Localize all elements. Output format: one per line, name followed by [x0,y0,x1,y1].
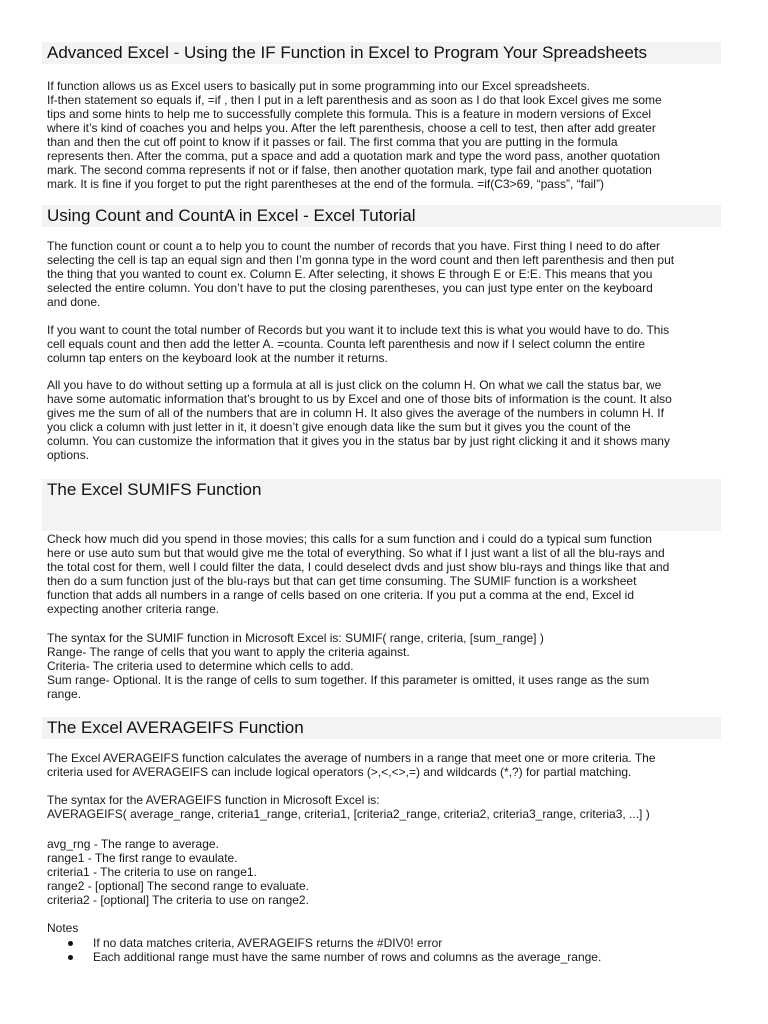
text-line: here or use auto sum but that would give me the total of everything. So what if I just want a list of all the blu-rays and [47,546,665,560]
text-line: Check how much did you spend in those movies; this calls for a sum function and i could do a typical sum function [47,532,652,546]
notes-item-text: Each additional range must have the same number of rows and columns as the average_range. [93,950,602,964]
bullet-icon [68,955,73,960]
text-line: Range- The range of cells that you want to apply the criteria against. [47,645,410,659]
text-line: function that adds all numbers in a range of cells based on one criteria. If you put a comma at the end, Excel id [47,588,635,602]
heading-averageifs: The Excel AVERAGEIFS Function [42,717,721,739]
text-line: expecting another criteria range. [47,602,220,616]
text-line: criteria used for AVERAGEIFS can include logical operators (>,<,<>,=) and wildcards (*,?) for partial matching. [47,765,632,779]
text-line: have some automatic information that’s brought to us by Excel and one of those bits of information is the count. It also [47,392,672,406]
text-line: mark. It is fine if you forget to put the right parentheses at the end of the formula. =if(C3>69, “pass”, “fail”) [47,177,604,191]
text-line: the total cost for them, well I could filter the data, I could deselect dvds and just show blu-rays and things like that and [47,560,670,574]
heading-count-counta: Using Count and CountA in Excel - Excel Tutorial [42,205,721,227]
text-line: selected the entire column. You don’t have to put the closing parentheses, you can just type enter on the keyboard [47,281,653,295]
text-line: If-then statement so equals if, =if , then I put in a left parenthesis and as soon as I do that look Excel gives me some [47,93,662,107]
paragraph-averageifs-1 [47,751,723,779]
text-line: If you want to count the total number of Records but you want it to include text this is what you would have to do. This [47,323,670,337]
text-line: mark. The second comma represents if not or if false, then another quotation mark, type fail and another quotation [47,163,652,177]
text-line: cell equals count and then add the letter A. =counta. Counta left parenthesis and now if I select column the entire [47,337,646,351]
notes-list [47,936,723,964]
text-line: gives me the sum of all of the numbers that are in column H. It also gives the average of the numbers in column H. If [47,406,664,420]
text-line: criteria2 - [optional] The criteria to use on range2. [47,893,309,907]
heading-if-function: Advanced Excel - Using the IF Function in Excel to Program Your Spreadsheets [42,42,721,64]
text-line: The syntax for the SUMIF function in Microsoft Excel is: SUMIF( range, criteria, [sum_range] ) [47,631,544,645]
text-line: you click a column with just letter in it, it doesn’t give enough data like the sum but it gives you the count of the [47,420,631,434]
paragraph-averageifs-arguments [47,837,723,907]
text-line: The Excel AVERAGEIFS function calculates the average of numbers in a range that meet one or more criteria. The [47,751,656,765]
text-line: AVERAGEIFS( average_range, criteria1_range, criteria1, [criteria2_range, criteria2, criteria3_range, criteria3, ...] ) [47,807,650,821]
text-line: The function count or count a to help you to count the number of records that you have. First thing I need to do after [47,239,661,253]
paragraph-sumifs-2 [47,631,723,701]
text-line: the thing that you wanted to count ex. Column E. After selecting, it shows E through E or E:E. This means that you [47,267,653,281]
text-line: range2 - [optional] The second range to evaluate. [47,879,309,893]
text-line: All you have to do without setting up a formula at all is just click on the column H. On what we call the status bar, we [47,378,662,392]
text-line: column tap enters on the keyboard look at the number it returns. [47,351,388,365]
paragraph-count-1 [47,239,723,309]
text-line: tips and some hints to help me to successfully complete this formula. This is a feature in modern versions of Excel [47,107,652,121]
text-line: range1 - The first range to evaulate. [47,851,238,865]
text-line: If function allows us as Excel users to basically put in some programming into our Excel spreadsheets. [47,79,590,93]
text-line: avg_rng - The range to average. [47,837,219,851]
notes-item-text: If no data matches criteria, AVERAGEIFS returns the #DIV0! error [93,936,443,950]
text-line: selecting the cell is tap an equal sign and then I’m gonna type in the word count and then left parenthesis and then put [47,253,675,267]
text-line: than and then the cut off point to know if it passes or fail. The first comma that you are putting in the formula [47,135,618,149]
paragraph-averageifs-syntax [47,793,723,821]
paragraph-count-3 [47,378,723,462]
text-line: represents then. After the comma, put a space and add a quotation mark and type the word pass, another quotation [47,149,661,163]
paragraph-sumifs-1 [47,532,723,616]
paragraph-count-2 [47,323,723,365]
text-line: The syntax for the AVERAGEIFS function in Microsoft Excel is: [47,793,380,807]
notes-item [47,936,723,950]
bullet-icon [68,941,73,946]
text-line: then do a sum function just of the blu-rays but that can get time consuming. The SUMIF function is a worksheet [47,574,637,588]
text-line: options. [47,448,90,462]
text-line: range. [47,687,82,701]
heading-sumifs: The Excel SUMIFS Function [42,479,721,531]
notes-label: Notes [47,921,79,935]
paragraph-if-function [47,79,723,191]
text-line: Criteria- The criteria used to determine which cells to add. [47,659,354,673]
text-line: and done. [47,295,101,309]
notes-item [47,950,723,964]
text-line: column. You can customize the information that it gives you in the status bar by just right clicking it and it shows many [47,434,670,448]
text-line: where it’s kind of coaches you and helps you. After the left parenthesis, choose a cell to test, then after add greater [47,121,656,135]
text-line: Sum range- Optional. It is the range of cells to sum together. If this parameter is omitted, it uses range as the sum [47,673,650,687]
text-line: criteria1 - The criteria to use on range1. [47,865,257,879]
